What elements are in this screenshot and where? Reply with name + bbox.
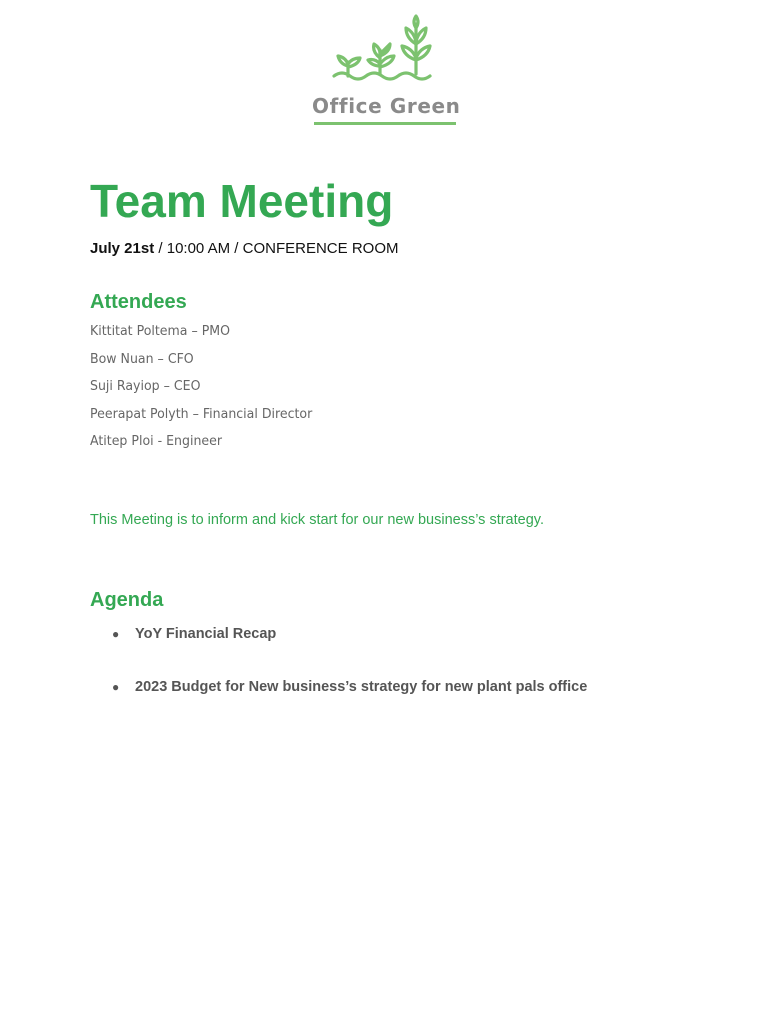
meeting-purpose: This Meeting is to inform and kick start for our new business’s strategy. <box>90 512 544 528</box>
sprouting-plants-icon <box>312 14 458 94</box>
logo-underline <box>314 122 456 125</box>
company-logo <box>312 14 461 130</box>
meeting-details <box>90 240 398 257</box>
page-title: Team Meeting <box>90 175 394 227</box>
meta-separator: / <box>154 240 167 257</box>
bullet-icon: ● <box>112 680 120 694</box>
meeting-date: July 21st <box>90 240 155 257</box>
agenda-heading: Agenda <box>90 589 164 611</box>
attendee-item: Kittitat Poltema – PMO <box>90 323 230 339</box>
meeting-location: CONFERENCE ROOM <box>242 240 399 257</box>
attendees-list <box>90 321 329 459</box>
agenda-item-text: YoY Financial Recap <box>135 626 277 642</box>
agenda-item-text: 2023 Budget for New business’s strategy for new plant pals office <box>135 679 588 695</box>
attendee-item: Atitep Ploi - Engineer <box>90 433 223 449</box>
attendee-item: Bow Nuan – CFO <box>90 350 194 367</box>
attendee-item: Peerapat Polyth – Financial Director <box>90 405 313 422</box>
bullet-icon: ● <box>112 627 120 641</box>
meeting-time: 10:00 AM <box>166 240 231 257</box>
attendees-heading: Attendees <box>90 291 187 313</box>
attendee-item: Suji Rayiop – CEO <box>90 378 201 394</box>
logo-wordmark: Office Green <box>312 94 461 118</box>
meta-separator: / <box>230 240 243 257</box>
